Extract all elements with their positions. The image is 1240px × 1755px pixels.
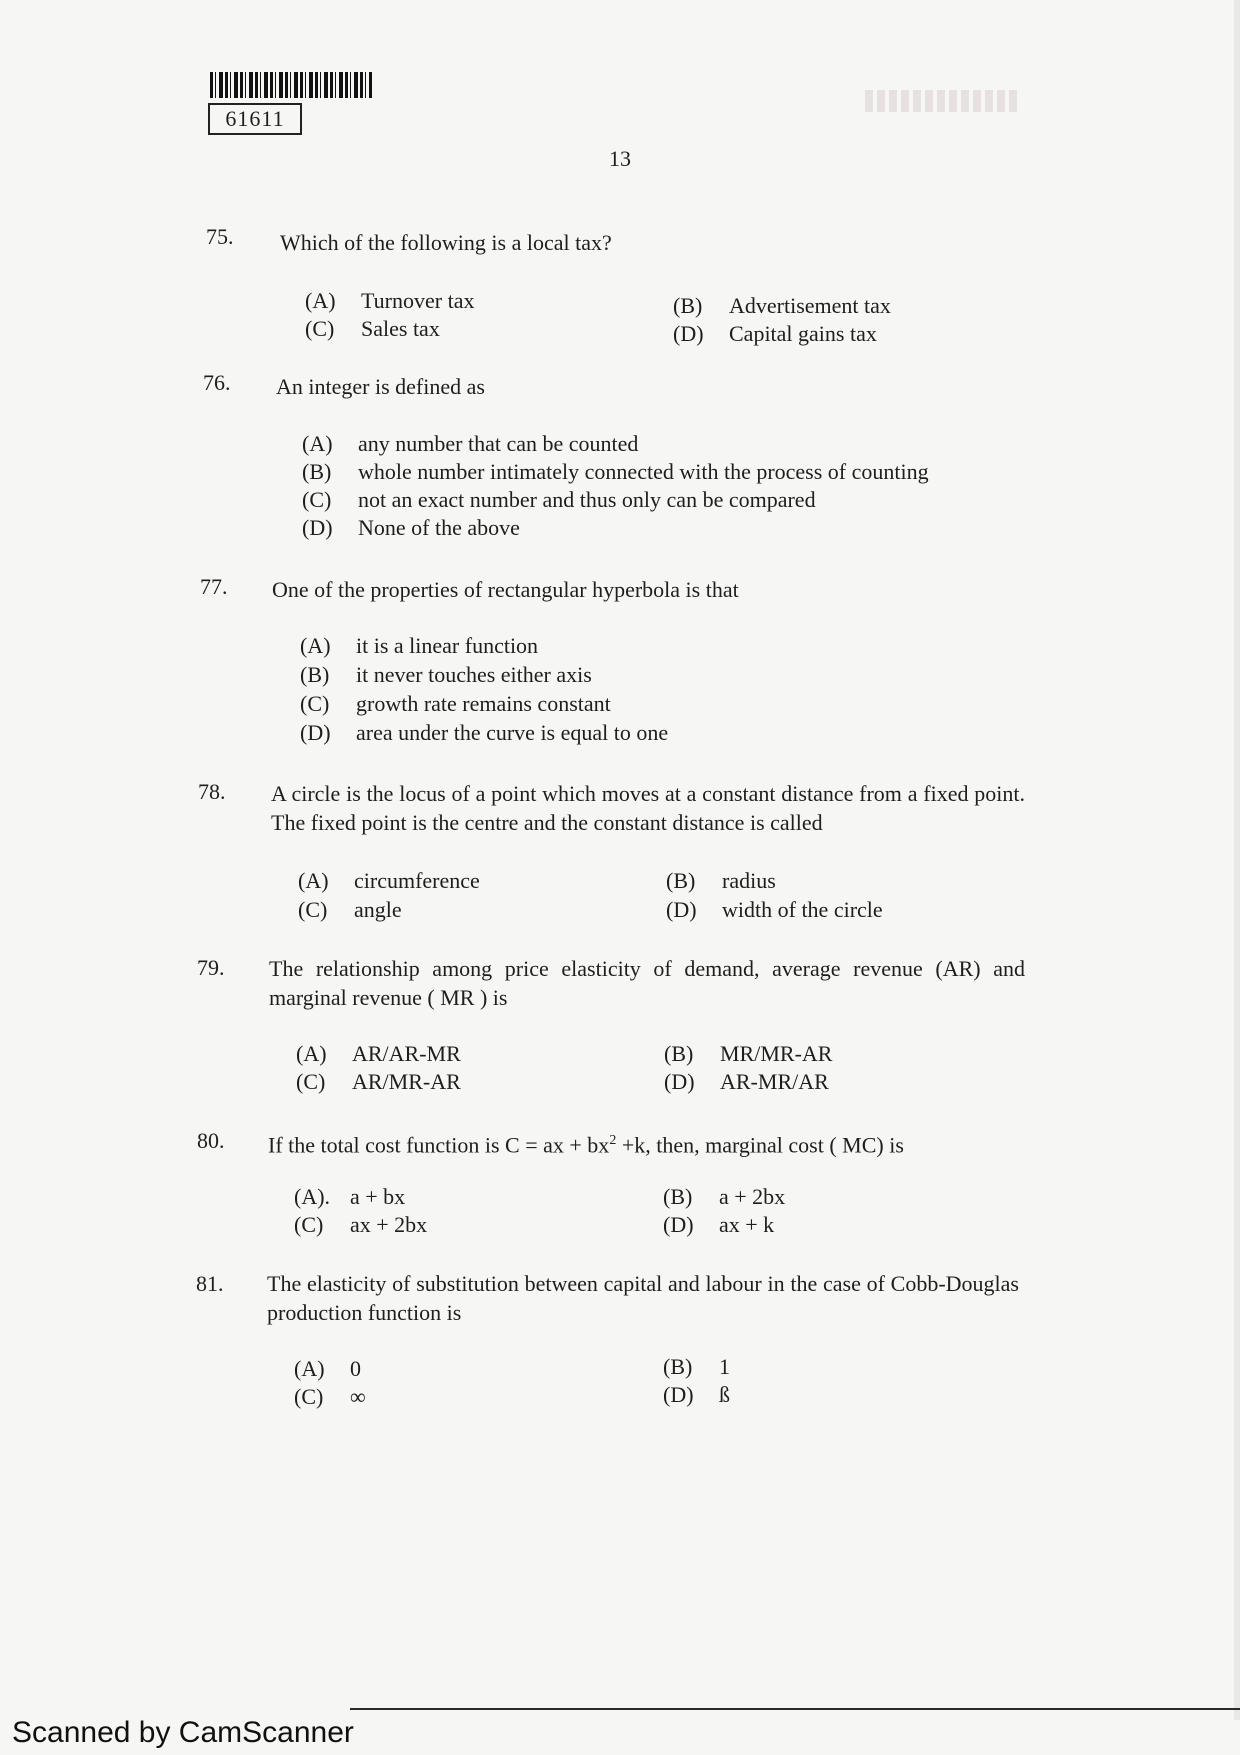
option-b: (B) a + 2bx — [663, 1184, 786, 1209]
option-d: (D) area under the curve is equal to one — [300, 720, 669, 745]
option-d: (D) width of the circle — [666, 897, 883, 922]
question-text: An integer is defined as — [276, 374, 485, 399]
option-c: (C) not an exact number and thus only can be compared — [302, 487, 816, 512]
option-d: (D) None of the above — [302, 515, 520, 540]
option-d: (D) ß — [663, 1382, 730, 1407]
option-b: (B) it never touches either axis — [300, 662, 592, 687]
option-c: (C) Sales tax — [305, 316, 440, 341]
option-a: (A) AR/AR-MR — [296, 1041, 461, 1066]
question-text: Which of the following is a local tax? — [280, 230, 612, 255]
option-c: (C) ax + 2bx — [294, 1212, 428, 1237]
option-b: (B) whole number intimately connected with the process of counting — [302, 459, 929, 484]
question-text: The elasticity of substitution between capital and labour in the case of Cobb-Douglas production function is — [267, 1271, 1019, 1325]
option-d: (D) Capital gains tax — [673, 321, 877, 346]
option-b: (B) 1 — [663, 1354, 730, 1379]
option-c: (C) AR/MR-AR — [296, 1069, 461, 1094]
option-c: (C) angle — [298, 897, 402, 922]
page-number: 13 — [609, 146, 631, 171]
question-number: 78. — [198, 779, 226, 804]
option-b: (B) MR/MR-AR — [664, 1041, 833, 1066]
page-bottom-edge — [350, 1708, 1240, 1710]
option-c: (C) growth rate remains constant — [300, 691, 611, 716]
question-text: If the total cost function is C = ax + $bx^2 +k$, then, marginal cost ( MC) is — [268, 1132, 904, 1158]
option-a: (A). a + bx — [294, 1184, 406, 1209]
option-c: (C) ∞ — [294, 1384, 366, 1409]
question-number: 80. — [197, 1128, 225, 1153]
question-number: 76. — [203, 370, 231, 395]
option-a: (A) it is a linear function — [300, 633, 539, 658]
option-a: (A) Turnover tax — [305, 288, 475, 313]
question-number: 77. — [200, 574, 228, 599]
option-d: (D) AR-MR/AR — [664, 1069, 829, 1094]
question-number: 75. — [206, 224, 234, 249]
page-edge — [1234, 0, 1240, 1720]
option-a: (A) circumference — [298, 868, 480, 893]
question-number: 79. — [197, 955, 225, 980]
question-text: A circle is the locus of a point which moves at a constant distance from a fixed point. The fixed point is the centre and the constant distance is called — [271, 781, 1025, 835]
option-b: (B) radius — [666, 868, 776, 893]
option-a: (A) 0 — [294, 1356, 361, 1381]
question-text: One of the properties of rectangular hyperbola is that — [272, 577, 739, 602]
option-d: (D) ax + k — [663, 1212, 775, 1237]
question-text: The relationship among price elasticity of demand, average revenue (AR) and marginal revenue ( MR ) is — [269, 956, 1025, 1010]
faint-stamp — [865, 90, 1020, 112]
scanner-watermark: Scanned by CamScanner — [12, 1716, 354, 1749]
question-number: 81. — [196, 1271, 224, 1296]
option-a: (A) any number that can be counted — [302, 431, 639, 456]
paper-code: 61611 — [208, 103, 302, 135]
option-b: (B) Advertisement tax — [673, 293, 891, 318]
barcode — [210, 72, 372, 98]
